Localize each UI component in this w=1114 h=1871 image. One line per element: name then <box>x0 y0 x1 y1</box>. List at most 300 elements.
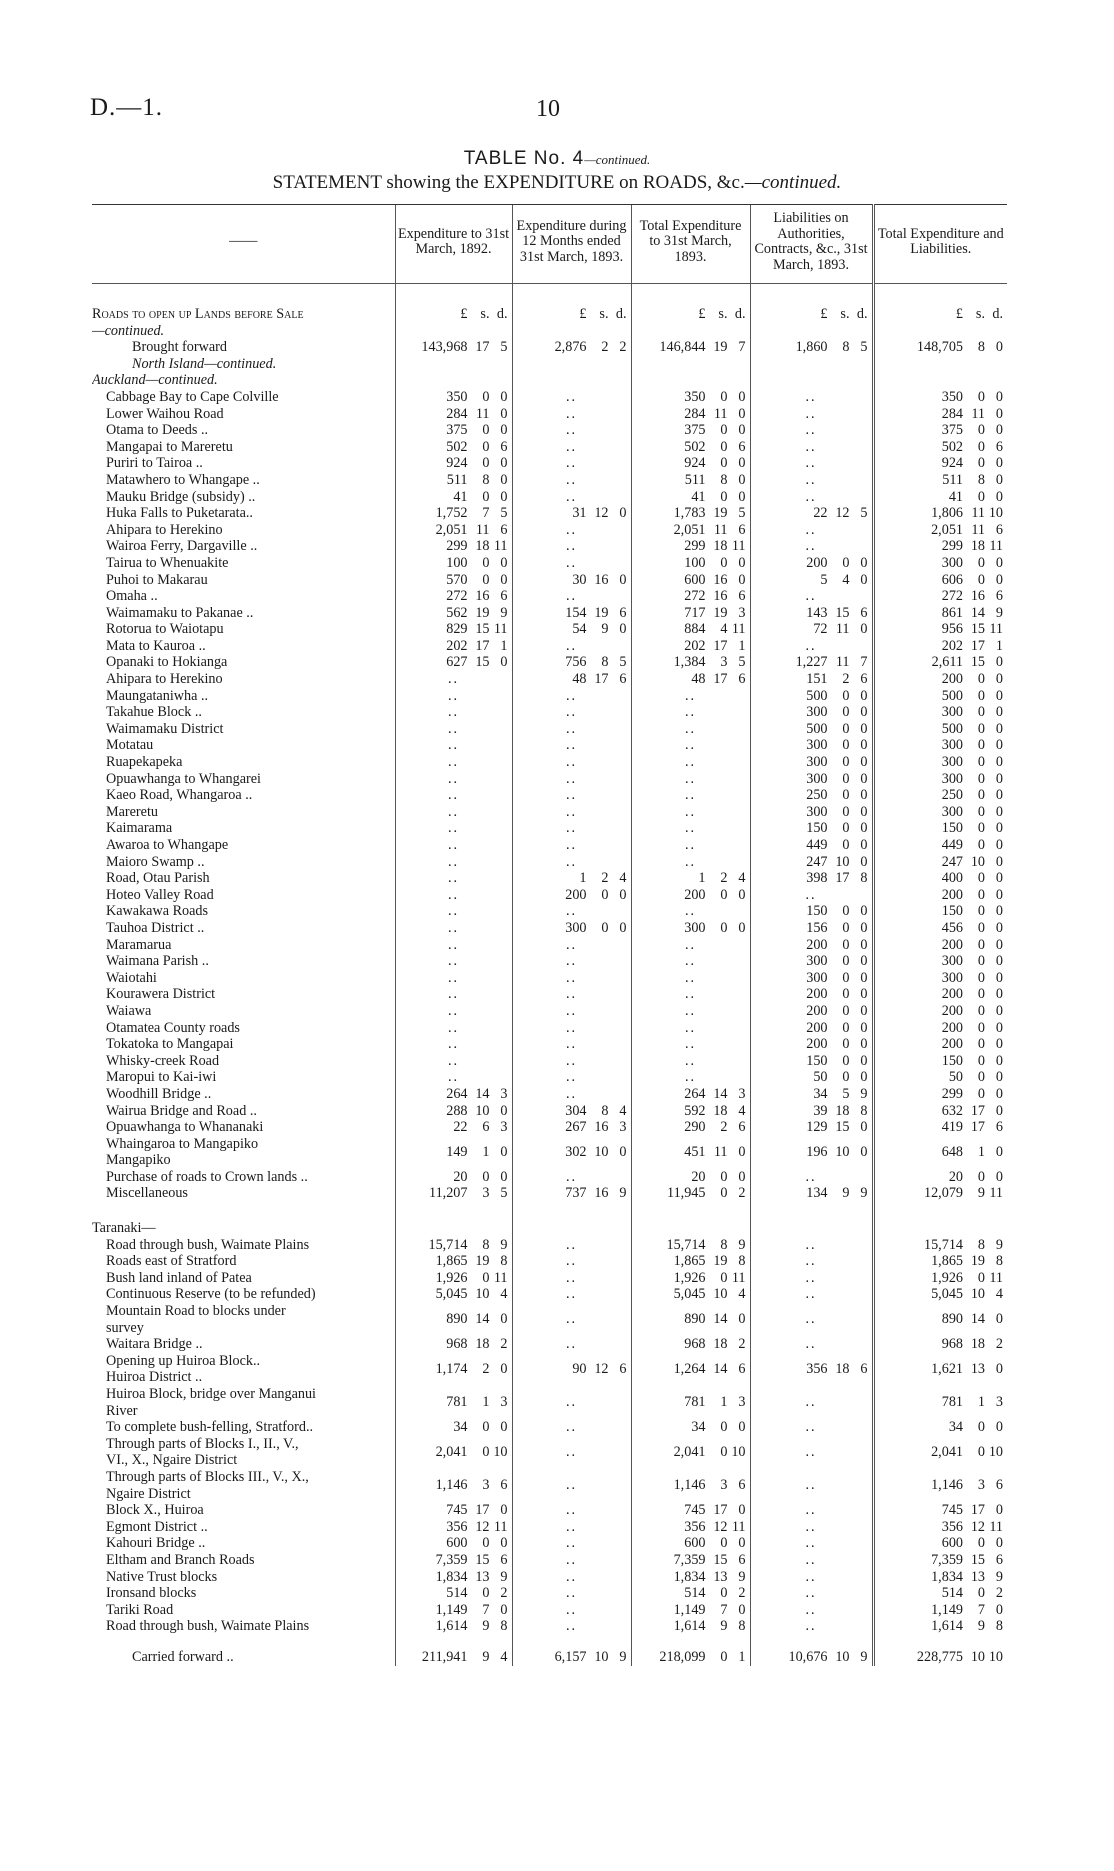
amount-shillings: 17 <box>835 870 850 887</box>
amount-pounds: 1,614 <box>673 1618 706 1635</box>
amount <box>396 389 512 406</box>
row-label <box>92 522 395 539</box>
amount <box>632 522 750 539</box>
amount-pounds: 272 <box>684 588 706 605</box>
amount <box>513 1103 631 1120</box>
amount-cell <box>512 1020 631 1037</box>
empty-marker: .. <box>565 1444 578 1461</box>
amount-shillings: 9 <box>977 1618 985 1635</box>
table-row <box>92 1253 1007 1270</box>
table-row <box>92 605 1007 622</box>
amount-pence: 0 <box>995 1036 1003 1053</box>
amount-pence: 0 <box>738 1601 746 1618</box>
row-label <box>92 887 395 904</box>
amount-shillings: 0 <box>977 1069 985 1086</box>
row-label-text: Eltham and Branch Roads <box>106 1551 255 1568</box>
table-row <box>92 1552 1007 1569</box>
amount <box>632 1569 750 1586</box>
table-row <box>92 638 1007 655</box>
amount-shillings: 7 <box>720 1601 728 1618</box>
amount <box>875 1585 1008 1602</box>
amount-pence: 11 <box>731 538 746 555</box>
amount-cell <box>395 1469 512 1502</box>
amount-cell <box>395 986 512 1003</box>
table-row <box>92 472 1007 489</box>
table-row <box>92 1569 1007 1586</box>
amount-pence: 4 <box>738 1286 746 1303</box>
amount-pounds: 300 <box>684 919 706 936</box>
amount-pence: 0 <box>995 1143 1003 1160</box>
amount-cell <box>512 1618 631 1635</box>
amount-cell <box>873 920 1007 937</box>
amount-pence: 8 <box>500 1618 508 1635</box>
amount-pounds: 150 <box>806 1052 828 1069</box>
amount-pounds: 1,146 <box>931 1477 963 1494</box>
amount-shillings: 0 <box>842 1002 850 1019</box>
row-label <box>92 671 395 688</box>
amount-pounds: 7,359 <box>673 1551 706 1568</box>
amount-pence: 11 <box>493 1269 508 1286</box>
row-label <box>92 1436 395 1469</box>
amount-cell <box>512 1569 631 1586</box>
amount-shillings: 0 <box>482 438 490 455</box>
amount-pounds: 6,157 <box>554 1648 587 1665</box>
row-label-text-2: Huiroa District .. <box>106 1369 203 1386</box>
amount-pence: 0 <box>500 405 508 422</box>
amount-cell <box>750 1436 873 1469</box>
row-label <box>92 538 395 555</box>
table-row <box>92 389 1007 406</box>
amount-pence: 0 <box>995 903 1003 920</box>
amount-cell <box>395 1036 512 1053</box>
amount-cell <box>512 489 631 506</box>
amount-cell <box>750 1286 873 1303</box>
amount <box>875 1394 1008 1411</box>
amount-cell <box>512 787 631 804</box>
amount-cell <box>750 1003 873 1020</box>
amount-cell <box>512 538 631 555</box>
amount-shillings: 15 <box>970 654 985 671</box>
amount <box>751 572 872 589</box>
amount <box>875 1444 1008 1461</box>
amount-pounds: 154 <box>565 604 587 621</box>
empty-marker: .. <box>805 1419 817 1436</box>
empty-marker: .. <box>684 820 697 837</box>
amount-pounds: 1,834 <box>435 1568 468 1585</box>
amount-cell <box>512 1136 631 1169</box>
unit-pence: d. <box>496 306 508 322</box>
amount-cell <box>631 1635 750 1666</box>
row-label-text: Whisky-creek Road <box>106 1052 220 1069</box>
amount-shillings: 9 <box>482 1648 490 1665</box>
table-row <box>92 870 1007 887</box>
amount-cell <box>750 1618 873 1635</box>
amount-pence: 0 <box>619 886 627 903</box>
amount-pounds: 143 <box>806 604 828 621</box>
row-label-text: Mareretu <box>106 803 158 820</box>
amount-pence: 0 <box>860 754 868 771</box>
empty-marker: .. <box>565 538 578 555</box>
amount <box>396 339 512 356</box>
amount-shillings: 0 <box>977 919 985 936</box>
amount <box>632 555 750 572</box>
empty-marker: .. <box>447 870 460 887</box>
amount-shillings: 11 <box>835 621 850 638</box>
table-row <box>92 1185 1007 1202</box>
amount-pence: 0 <box>995 1085 1003 1102</box>
amount-cell <box>631 1169 750 1186</box>
amount-cell <box>395 588 512 605</box>
amount-cell <box>873 389 1007 406</box>
amount-pounds: 15,714 <box>923 1236 963 1253</box>
amount-shillings: 3 <box>482 1477 490 1494</box>
amount-cell <box>873 1386 1007 1419</box>
amount <box>632 1103 750 1120</box>
amount-shillings: 13 <box>475 1568 490 1585</box>
amount-cell <box>631 704 750 721</box>
amount-pence: 6 <box>738 521 746 538</box>
empty-marker: .. <box>447 803 460 820</box>
amount-cell <box>631 970 750 987</box>
amount <box>632 572 750 589</box>
amount-pounds: 2,051 <box>673 521 706 538</box>
row-label-text: Otama to Deeds .. <box>106 422 209 439</box>
amount-shillings: 1 <box>482 1143 490 1160</box>
amount-cell <box>395 1303 512 1336</box>
amount-pence: 11 <box>731 1518 746 1535</box>
amount-shillings: 0 <box>720 388 728 405</box>
amount-pence: 0 <box>995 803 1003 820</box>
empty-marker: .. <box>565 1019 578 1036</box>
amount-shillings: 4 <box>842 571 850 588</box>
amount <box>396 489 512 506</box>
amount-shillings: 11 <box>475 405 490 422</box>
amount-shillings: 10 <box>835 1648 850 1665</box>
amount-cell <box>631 1303 750 1336</box>
amount-pence: 2 <box>738 1185 746 1202</box>
amount-cell <box>512 406 631 423</box>
empty-marker: .. <box>447 1036 460 1053</box>
empty-marker: .. <box>565 1394 578 1411</box>
row-label <box>92 1169 395 1186</box>
table-row <box>92 688 1007 705</box>
amount <box>396 1602 512 1619</box>
amount-cell <box>395 737 512 754</box>
row-label <box>92 1253 395 1270</box>
amount-cell <box>750 1237 873 1254</box>
amount-shillings: 2 <box>601 870 609 887</box>
amount-pounds: 300 <box>565 919 587 936</box>
table-row <box>92 406 1007 423</box>
amount-shillings: 10 <box>835 1143 850 1160</box>
amount <box>396 588 512 605</box>
amount-pounds: 1,614 <box>435 1618 468 1635</box>
amount-cell <box>873 970 1007 987</box>
amount-pence: 8 <box>995 1618 1003 1635</box>
amount-cell <box>395 439 512 456</box>
row-label-text: Cabbage Bay to Cape Colville <box>106 388 279 405</box>
empty-cell <box>512 1202 631 1237</box>
table-row <box>92 1003 1007 1020</box>
table-row <box>92 953 1007 970</box>
amount-cell <box>750 455 873 472</box>
amount-pounds: 54 <box>572 621 587 638</box>
amount-pounds: 968 <box>941 1336 963 1353</box>
amount-shillings: 0 <box>977 986 985 1003</box>
amount <box>875 1477 1008 1494</box>
row-label <box>92 1086 395 1103</box>
amount-pence: 0 <box>738 1143 746 1160</box>
amount-pounds: 202 <box>941 637 963 654</box>
amount-shillings: 0 <box>842 953 850 970</box>
amount <box>751 771 872 788</box>
amount <box>751 1103 872 1120</box>
amount <box>396 555 512 572</box>
amount-shillings: 0 <box>842 720 850 737</box>
amount-shillings: 0 <box>977 1444 985 1461</box>
amount-pence: 0 <box>860 704 868 721</box>
amount-pounds: 150 <box>941 903 963 920</box>
amount-pounds: 264 <box>684 1085 706 1102</box>
table-row <box>92 1036 1007 1053</box>
amount-shillings: 10 <box>594 1648 609 1665</box>
amount-cell <box>395 489 512 506</box>
empty-marker: .. <box>684 687 697 704</box>
amount-pence: 6 <box>738 671 746 688</box>
amount <box>632 671 750 688</box>
amount <box>632 1649 750 1666</box>
amount-cell <box>631 1469 750 1502</box>
amount-pounds: 300 <box>941 953 963 970</box>
amount-pounds: 781 <box>446 1394 468 1411</box>
amount-pence: 0 <box>860 837 868 853</box>
amount-cell <box>750 920 873 937</box>
row-label <box>92 688 395 705</box>
empty-marker: .. <box>447 953 460 970</box>
table-row <box>92 1618 1007 1635</box>
table-row <box>92 1602 1007 1619</box>
amount-pence: 0 <box>500 455 508 472</box>
empty-marker: .. <box>565 687 578 704</box>
amount-cell <box>873 953 1007 970</box>
amount-shillings: 10 <box>970 1286 985 1303</box>
amount-pence: 3 <box>738 1394 746 1411</box>
amount-shillings: 0 <box>977 1036 985 1053</box>
amount-cell <box>395 1185 512 1202</box>
row-label-text: Mauku Bridge (subsidy) .. <box>106 488 256 505</box>
amount-pence: 2 <box>995 1336 1003 1353</box>
row-label <box>92 439 395 456</box>
carried-forward-row <box>92 1635 1007 1666</box>
row-label <box>92 937 395 954</box>
row-label <box>92 1303 395 1336</box>
row-label <box>92 389 395 406</box>
amount-shillings: 0 <box>482 571 490 588</box>
amount-shillings: 17 <box>475 1502 490 1519</box>
amount <box>632 1311 750 1328</box>
amount-cell <box>512 721 631 738</box>
amount-cell <box>750 986 873 1003</box>
amount-cell <box>395 472 512 489</box>
units-cell <box>873 284 1007 340</box>
amount-pounds: 31 <box>572 505 587 522</box>
amount-pounds: 284 <box>684 405 706 422</box>
amount-cell <box>395 1618 512 1635</box>
amount-shillings: 0 <box>977 571 985 588</box>
amount <box>875 1361 1008 1378</box>
amount-pence: 0 <box>995 1535 1003 1552</box>
amount-cell <box>750 638 873 655</box>
amount-cell <box>395 605 512 622</box>
amount-shillings: 0 <box>977 1419 985 1436</box>
amount-cell <box>750 1119 873 1136</box>
amount <box>875 1618 1008 1635</box>
amount-pounds: 500 <box>806 720 828 737</box>
amount-pence: 7 <box>738 339 746 356</box>
amount-cell <box>512 1036 631 1053</box>
row-label <box>92 970 395 987</box>
amount-pounds: 300 <box>806 953 828 970</box>
amount-cell <box>631 887 750 904</box>
empty-marker: .. <box>447 704 460 721</box>
row-label <box>92 572 395 589</box>
amount-shillings: 11 <box>713 405 728 422</box>
amount-cell <box>750 1136 873 1169</box>
amount-cell <box>750 1386 873 1419</box>
amount <box>396 439 512 456</box>
empty-marker: .. <box>447 853 460 870</box>
amount-pounds: 1,834 <box>673 1568 706 1585</box>
amount-cell <box>873 986 1007 1003</box>
empty-marker: .. <box>565 754 578 771</box>
table-row <box>92 1436 1007 1469</box>
amount-shillings: 0 <box>720 1648 728 1665</box>
amount <box>513 920 631 937</box>
table-row <box>92 522 1007 539</box>
amount-shillings: 8 <box>842 339 850 356</box>
empty-marker: .. <box>565 1236 578 1253</box>
amount-pence: 0 <box>500 471 508 488</box>
amount <box>632 1119 750 1136</box>
table-row <box>92 555 1007 572</box>
amount-pounds: 100 <box>684 554 706 571</box>
amount-pounds: 375 <box>446 422 468 439</box>
amount <box>632 1086 750 1103</box>
amount-pounds: 562 <box>446 604 468 621</box>
row-label-text: Purchase of roads to Crown lands .. <box>106 1168 308 1185</box>
amount <box>751 1361 872 1378</box>
amount-pounds: 511 <box>684 471 706 488</box>
amount-cell <box>512 1635 631 1666</box>
amount-pence: 0 <box>995 1019 1003 1036</box>
amount-shillings: 0 <box>720 1444 728 1461</box>
amount-cell <box>631 1053 750 1070</box>
empty-marker: .. <box>805 1336 817 1353</box>
amount <box>751 754 872 771</box>
amount-cell <box>512 704 631 721</box>
table-row <box>92 737 1007 754</box>
amount-pence: 0 <box>995 1168 1003 1185</box>
amount-shillings: 0 <box>601 886 609 903</box>
amount-cell <box>631 870 750 887</box>
amount-cell <box>873 1436 1007 1469</box>
amount-cell <box>512 1386 631 1419</box>
amount-cell <box>873 1237 1007 1254</box>
amount-pounds: 20 <box>453 1168 468 1185</box>
empty-marker: .. <box>565 1253 578 1270</box>
amount-pounds: 781 <box>684 1394 706 1411</box>
amount-shillings: 19 <box>970 1253 985 1270</box>
row-label-text: Waimamaku to Pakanae .. <box>106 604 254 621</box>
amount-cell <box>873 820 1007 837</box>
amount-pounds: 1 <box>579 870 587 887</box>
empty-marker: .. <box>565 554 578 571</box>
amount-cell <box>873 721 1007 738</box>
amount-pounds: 72 <box>813 621 828 638</box>
amount <box>632 1502 750 1519</box>
amount-shillings: 8 <box>482 1236 490 1253</box>
amount-cell <box>750 1053 873 1070</box>
amount-shillings: 0 <box>977 969 985 986</box>
row-label <box>92 870 395 887</box>
amount-shillings: 0 <box>977 803 985 820</box>
amount <box>396 1103 512 1120</box>
row-label-text: Through parts of Blocks I., II., V., <box>106 1435 299 1452</box>
amount-shillings: 0 <box>482 488 490 505</box>
amount-pounds: 34 <box>691 1419 706 1436</box>
amount <box>875 737 1008 754</box>
amount <box>632 605 750 622</box>
amount-cell <box>873 1502 1007 1519</box>
amount-shillings: 0 <box>977 886 985 903</box>
row-label <box>92 787 395 804</box>
north-island-subhead-label <box>92 356 395 373</box>
table-row <box>92 1020 1007 1037</box>
amount <box>751 688 872 705</box>
amount <box>875 671 1008 688</box>
empty-marker: .. <box>684 936 697 953</box>
empty-marker: .. <box>447 1019 460 1036</box>
amount <box>396 1535 512 1552</box>
amount-pounds: 300 <box>941 969 963 986</box>
amount <box>875 1069 1008 1086</box>
amount <box>751 1003 872 1020</box>
amount-pence: 3 <box>995 1394 1003 1411</box>
amount-pence: 0 <box>738 1535 746 1552</box>
amount-pence: 0 <box>995 671 1003 688</box>
amount-shillings: 8 <box>482 471 490 488</box>
empty-marker: .. <box>684 969 697 986</box>
amount-pence: 9 <box>500 1236 508 1253</box>
empty-marker: .. <box>565 1286 578 1303</box>
row-label-text: Mangapai to Mareretu <box>106 438 233 455</box>
amount-cell <box>750 605 873 622</box>
amount-cell <box>631 621 750 638</box>
amount-pounds: 829 <box>446 621 468 638</box>
amount-cell <box>873 1053 1007 1070</box>
amount <box>875 572 1008 589</box>
amount-cell <box>750 1535 873 1552</box>
units-cell <box>631 284 750 340</box>
amount-cell <box>512 1053 631 1070</box>
amount-pence: 11 <box>989 1185 1003 1202</box>
amount <box>632 1535 750 1552</box>
amount <box>632 505 750 522</box>
amount-pence: 9 <box>995 1236 1003 1253</box>
amount-pounds: 48 <box>691 671 706 688</box>
amount <box>396 1169 512 1186</box>
amount-pounds: 150 <box>941 1052 963 1069</box>
